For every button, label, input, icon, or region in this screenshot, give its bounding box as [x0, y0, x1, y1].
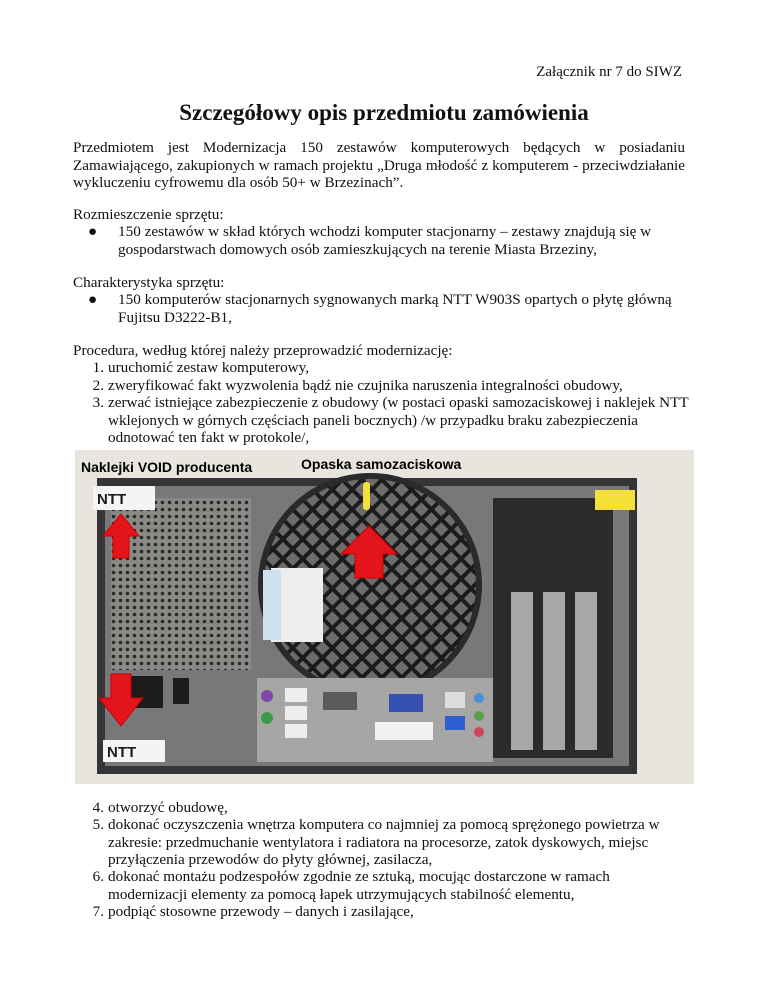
- step-text: dokonać oczyszczenia wnętrza komputera co najmniej za pomocą sprężonego powietrza w zakresie: przedmuchanie wentylatora i radiatora na procesorze, zatok dyskowych, miejsc przyłączenia przewodów do płyty głównej, zasilacza,: [108, 816, 660, 869]
- step-text: zerwać istniejące zabezpieczenie z obudowy (w postaci opaski samozaciskowej i naklejek NTT wklejonych w górnych częściach paneli bocznych) /w przypadku braku zabezpieczenia odnotować ten fakt w protokole/,: [108, 394, 689, 447]
- step-number: 4.: [92, 799, 104, 816]
- step-number: 7.: [92, 903, 104, 920]
- label-void-stickers: Naklejki VOID producenta: [81, 459, 253, 475]
- ntt-brand-bottom: NTT: [107, 744, 137, 761]
- expansion-slot: [575, 592, 597, 750]
- ntt-brand-top: NTT: [97, 491, 127, 508]
- step-number: 5.: [92, 816, 104, 833]
- bullet-dot-icon: ●: [88, 291, 98, 308]
- placement-heading: Rozmieszczenie sprzętu:: [73, 206, 224, 223]
- step-text: dokonać montażu podzespołów zgodnie ze sztuką, mocując dostarczone w ramach modernizacji elementy za pomocą łapek utrzymujących stabilność elementu,: [108, 868, 610, 903]
- step-number: 2.: [92, 377, 104, 394]
- pc-rear-photo: [75, 450, 694, 784]
- step-text: zweryfikować fakt wyzwolenia bądź nie czujnika naruszenia integralności obudowy,: [108, 377, 623, 394]
- procedure-heading: Procedura, według której należy przeprowadzić modernizację:: [73, 342, 453, 359]
- step-number: 3.: [92, 394, 104, 411]
- psu-vent: [111, 498, 251, 670]
- bullet-dot-icon: ●: [88, 223, 98, 240]
- step-number: 1.: [92, 359, 104, 376]
- annex-label: Załącznik nr 7 do SIWZ: [536, 64, 682, 80]
- pc-case-illustration: [75, 450, 694, 784]
- expansion-slot: [511, 592, 533, 750]
- step-text: otworzyć obudowę,: [108, 799, 228, 816]
- step-text: podpiąć stosowne przewody – danych i zasilające,: [108, 903, 414, 920]
- step-number: 6.: [92, 868, 104, 885]
- label-cable-tie: Opaska samozaciskowa: [301, 456, 462, 472]
- expansion-slot: [543, 592, 565, 750]
- cable-tie: [363, 482, 370, 510]
- intro-paragraph: Przedmiotem jest Modernizacja 150 zestawów komputerowych będących w posiadaniu Zamawiającego, zakupionych w ramach projektu „Druga młodość z komputerem - przeciwdziałanie wykluczeniu cyfrowemu dla osób 50+ w Brzezinach”.: [73, 139, 685, 192]
- placement-item: 150 zestawów w skład których wchodzi komputer stacjonarny – zestawy znajdują się w gospodarstwach domowych osób zamieszkujących na terenie Miasta Brzeziny,: [118, 223, 652, 258]
- characteristics-item: 150 komputerów stacjonarnych sygnowanych marką NTT W903S opartych o płytę główną Fujitsu D3222-B1,: [118, 291, 672, 326]
- page-title: Szczegółowy opis przedmiotu zamówienia: [179, 100, 589, 125]
- characteristics-heading: Charakterystyka sprzętu:: [73, 274, 225, 291]
- step-text: uruchomić zestaw komputerowy,: [108, 359, 310, 376]
